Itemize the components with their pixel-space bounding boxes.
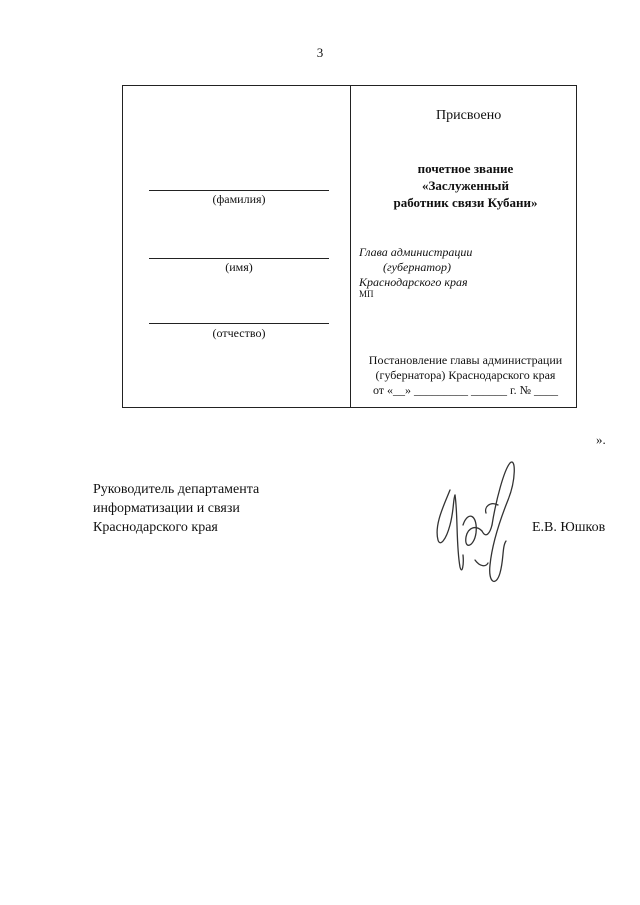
assigned-label: Присвоено bbox=[436, 108, 502, 123]
decree-line-2: (губернатора) Краснодарского края bbox=[375, 368, 556, 382]
award-certificate-card bbox=[122, 85, 577, 408]
name-line bbox=[149, 258, 329, 259]
decree-line-1: Постановление главы администрации bbox=[368, 353, 563, 367]
card-fold-divider bbox=[350, 86, 351, 407]
head-line-1: Глава администрации bbox=[359, 245, 473, 259]
signatory-name: Е.В. Юшков bbox=[532, 520, 606, 535]
head-line-2: (губернатор) bbox=[383, 260, 451, 274]
position-line-2: информатизации и связи bbox=[93, 501, 240, 516]
surname-line bbox=[149, 190, 329, 191]
surname-caption: (фамилия) bbox=[212, 192, 266, 206]
handwritten-signature bbox=[420, 455, 530, 595]
name-caption: (имя) bbox=[225, 260, 253, 274]
page-number: 3 bbox=[316, 45, 324, 60]
decree-line-3: от «__» _________ ______ г. № ____ bbox=[372, 383, 559, 397]
closing-quote: ». bbox=[596, 432, 606, 447]
stamp-mark: МП bbox=[359, 289, 374, 299]
position-line-3: Краснодарского края bbox=[93, 520, 218, 535]
head-line-3: Краснодарского края bbox=[359, 275, 468, 289]
signatory-position bbox=[93, 480, 259, 537]
patronymic-line bbox=[149, 323, 329, 324]
patronymic-caption: (отчество) bbox=[212, 326, 266, 340]
title-line-2: «Заслуженный bbox=[422, 178, 509, 193]
title-line-1: почетное звание bbox=[417, 161, 514, 176]
position-line-1: Руководитель департамента bbox=[93, 482, 260, 497]
title-line-3: работник связи Кубани» bbox=[393, 195, 538, 210]
